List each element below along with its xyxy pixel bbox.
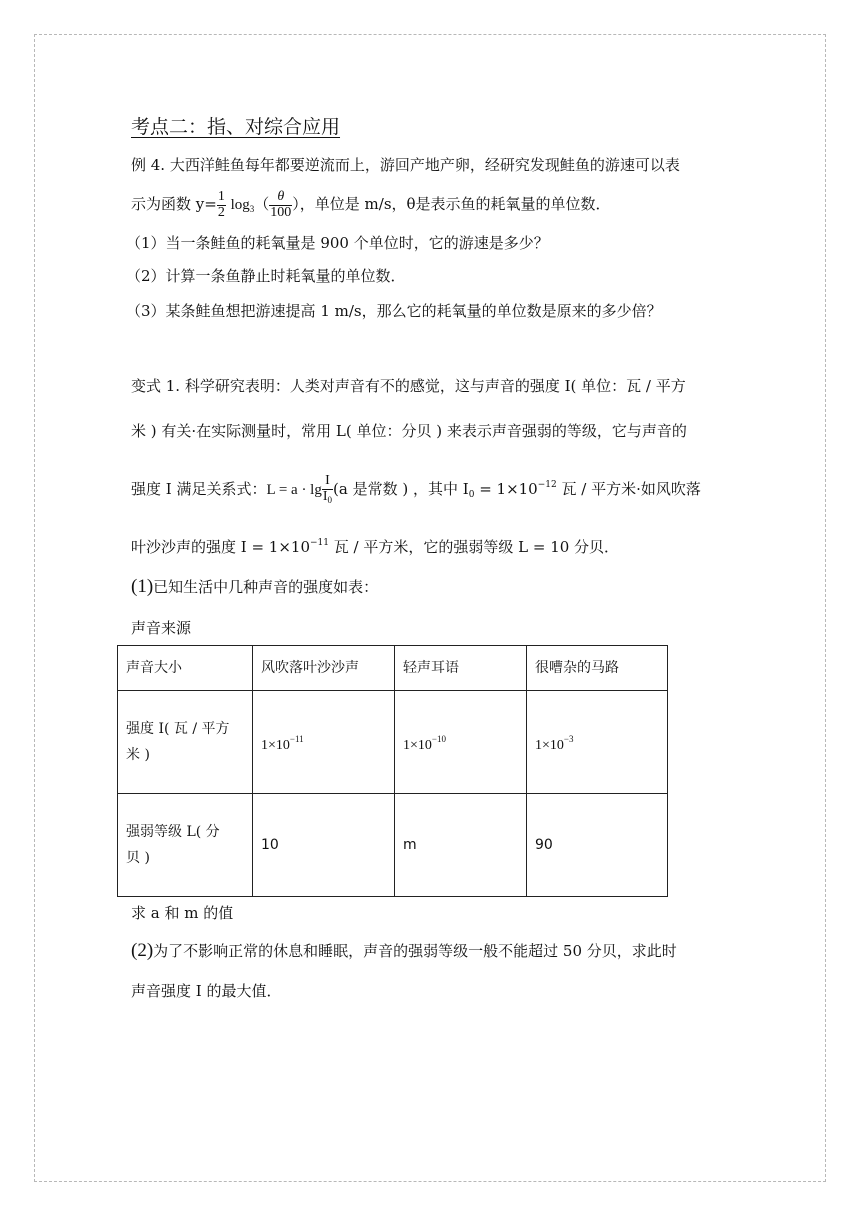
- table-header-row: [118, 646, 668, 691]
- table-cell: 10: [253, 794, 395, 897]
- fraction-i0-base: I: [322, 489, 328, 505]
- table-row-label: 强度 I( 瓦 / 平方 米 ): [118, 691, 253, 794]
- fraction-i-numerator: I: [322, 474, 333, 490]
- formula-l-prefix: L = a · lg: [266, 482, 322, 498]
- fraction-theta-100: [269, 190, 292, 220]
- table-header-cell: 轻声耳语: [395, 646, 527, 691]
- table-row-label: 强弱等级 L( 分 贝 ): [118, 794, 253, 897]
- part2-line1: [131, 940, 677, 962]
- table-cell: $1\times 10^{-3}$: [527, 691, 668, 794]
- example4-question-3: （3）某条鲑鱼想把游速提高 1 m/s，那么它的耗氧量的单位数是原来的多少倍？: [126, 302, 662, 320]
- part2-line2: 声音强度 I 的最大值．: [131, 982, 282, 1000]
- part2-text: 为了不影响正常的休息和睡眠，声音的强弱等级一般不能超过 50 分贝，求此时: [153, 942, 677, 960]
- table-row: [118, 691, 668, 794]
- variant1-line3-b: (a 是常数 ) ，其中 I: [333, 480, 469, 498]
- part1-mark: (1): [131, 576, 154, 597]
- sound-table: [117, 645, 668, 897]
- i0-subscript: 0: [468, 490, 475, 500]
- table-header-cell: 很嘈杂的马路: [527, 646, 668, 691]
- open-paren: （: [254, 195, 270, 213]
- part1-line: [131, 576, 378, 598]
- fraction-i0-subscript: 0: [327, 495, 333, 506]
- example4-line2: [131, 184, 611, 229]
- table-cell: 90: [527, 794, 668, 897]
- half-numerator: 1: [217, 188, 225, 204]
- variant1-line3-d: 瓦 / 平方米·如风吹落: [556, 480, 701, 498]
- section-title: 考点二：指、对综合应用: [131, 116, 341, 138]
- theta-numerator: θ: [269, 190, 292, 206]
- half-denominator: 2: [217, 204, 225, 220]
- theta-denominator: 100: [270, 204, 292, 220]
- example4-question-2: （2）计算一条鱼静止时耗氧量的单位数．: [126, 267, 406, 285]
- exponent-minus-11: −11: [310, 538, 329, 548]
- exponent-minus-12: −12: [537, 480, 557, 490]
- table-caption: 声音来源: [131, 619, 192, 637]
- log-text: log: [230, 197, 250, 213]
- example4-line1: 例 4. 大西洋鲑鱼每年都要逆流而上，游回产地产卵，经研究发现鲑鱼的游速可以表: [131, 156, 680, 174]
- variant1-line4-a: 叶沙沙声的强度 I = 1×10: [131, 538, 310, 556]
- variant1-line4: [131, 532, 619, 558]
- part1-text: 已知生活中几种声音的强度如表：: [153, 578, 379, 596]
- table-cell: $1\times 10^{-10}$: [395, 691, 527, 794]
- fraction-i-over-i0: [322, 474, 333, 505]
- after-table-text: 求 a 和 m 的值: [131, 904, 234, 922]
- variant1-line4-b: 瓦 / 平方米，它的强弱等级 L = 10 分贝．: [329, 538, 620, 556]
- example4-line2-suffix: ），单位是 m/s，θ是表示鱼的耗氧量的单位数．: [292, 195, 611, 213]
- fraction-i-denominator: [322, 490, 333, 505]
- example4-question-1: （1）当一条鲑鱼的耗氧量是 900 个单位时，它的游速是多少？: [126, 234, 549, 252]
- variant1-line3: [131, 462, 701, 518]
- fraction-one-half: [217, 190, 226, 220]
- table-cell: m: [395, 794, 527, 897]
- example4-line2-prefix: 示为函数 y=: [131, 195, 217, 213]
- table-row: [118, 794, 668, 897]
- variant1-line2: 米 ) 有关·在实际测量时，常用 L( 单位：分贝 ) 来表示声音强弱的等级，它与声音的: [131, 422, 687, 440]
- table-header-cell: 风吹落叶沙沙声: [253, 646, 395, 691]
- log-base: 3: [249, 204, 255, 214]
- variant1-line3-c: = 1×10: [474, 480, 538, 498]
- table-header-cell: 声音大小: [118, 646, 253, 691]
- table-cell: $1\times 10^{-11}$: [253, 691, 395, 794]
- part2-mark: (2): [131, 940, 154, 961]
- variant1-line1: 变式 1. 科学研究表明：人类对声音有不的感觉，这与声音的强度 I( 单位：瓦 / 平方: [131, 377, 686, 395]
- variant1-line3-a: 强度 I 满足关系式：: [131, 480, 267, 498]
